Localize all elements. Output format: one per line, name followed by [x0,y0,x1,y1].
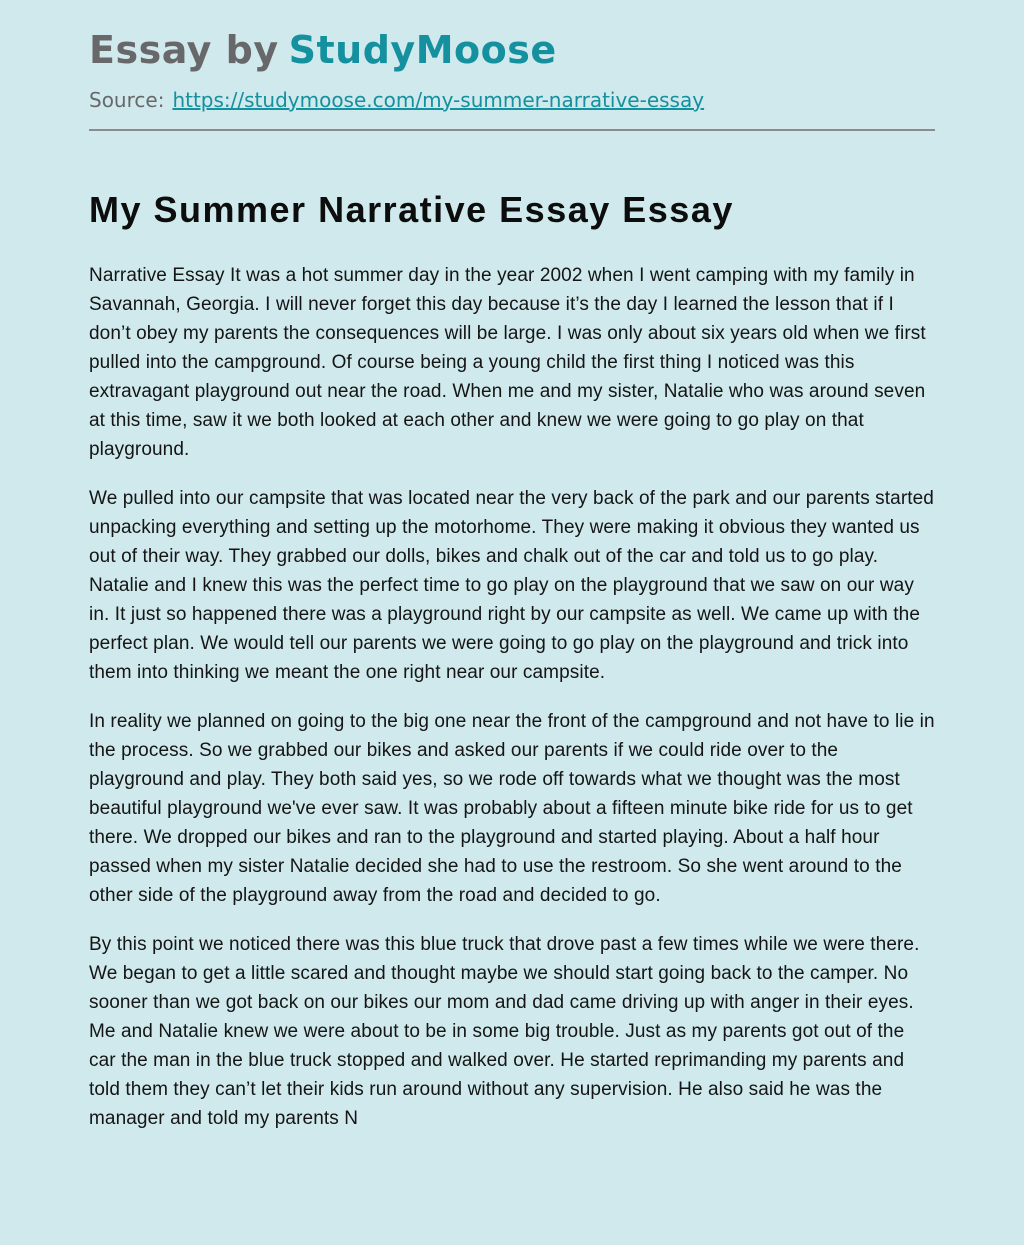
header [89,30,935,131]
header-prefix: Essay by [89,28,279,72]
essay-body [89,189,935,1133]
brand-name: StudyMoose [288,28,557,72]
divider [89,129,935,131]
essay-container [89,0,935,1133]
essay-paragraph-3: In reality we planned on going to the big one near the front of the campground and not have to lie in the process. So we grabbed our bikes and asked our parents if we could ride over to the playground and play. They both said yes, so we rode off towards what we thought was the most beautiful playground we've ever saw. It was probably about a fifteen minute bike ride for us to get there. We dropped our bikes and ran to the playground and started playing. About a half hour passed when my sister Natalie decided she had to use the restroom. So she went around to the other side of the playground away from the road and decided to go. [89,710,935,906]
source-label: Source: [89,87,165,112]
essay-paragraph-4: By this point we noticed there was this blue truck that drove past a few times while we were there. We began to get a little scared and thought maybe we should start going back to the camper. No sooner than we got back on our bikes our mom and dad came driving up with anger in their eyes. Me and Natalie knew we were about to be in some big trouble. Just as my parents got out of the car the man in the blue truck stopped and walked over. He started reprimanding my parents and told them they can’t let their kids run around without any supervision. He also said he was the manager and told my parents N [89,933,920,1129]
essay-paragraph-2: We pulled into our campsite that was located near the very back of the park and our parents started unpacking everything and setting up the motorhome. They were making it obvious they wanted us out of their way. They grabbed our dolls, bikes and chalk out of the car and told us to go play. Natalie and I knew this was the perfect time to go play on the playground that we saw on our way in. It just so happened there was a playground right by our campsite as well. We came up with the perfect plan. We would tell our parents we were going to go play on the playground and trick into them into thinking we meant the one right near our campsite. [89,487,934,683]
header-title [89,30,935,72]
source-line [89,88,935,112]
essay-title: My Summer Narrative Essay Essay [89,188,734,230]
source-link[interactable]: https://studymoose.com/my-summer-narrative-essay [172,87,705,112]
essay-paragraph-1: Narrative Essay It was a hot summer day in the year 2002 when I went camping with my family in Savannah, Georgia. I will never forget this day because it’s the day I learned the lesson that if I don’t obey my parents the consequences will be large. I was only about six years old when we first pulled into the campground. Of course being a young child the first thing I noticed was this extravagant playground out near the road. When me and my sister, Natalie who was around seven at this time, saw it we both looked at each other and knew we were going to go play on that playground. [89,264,926,460]
